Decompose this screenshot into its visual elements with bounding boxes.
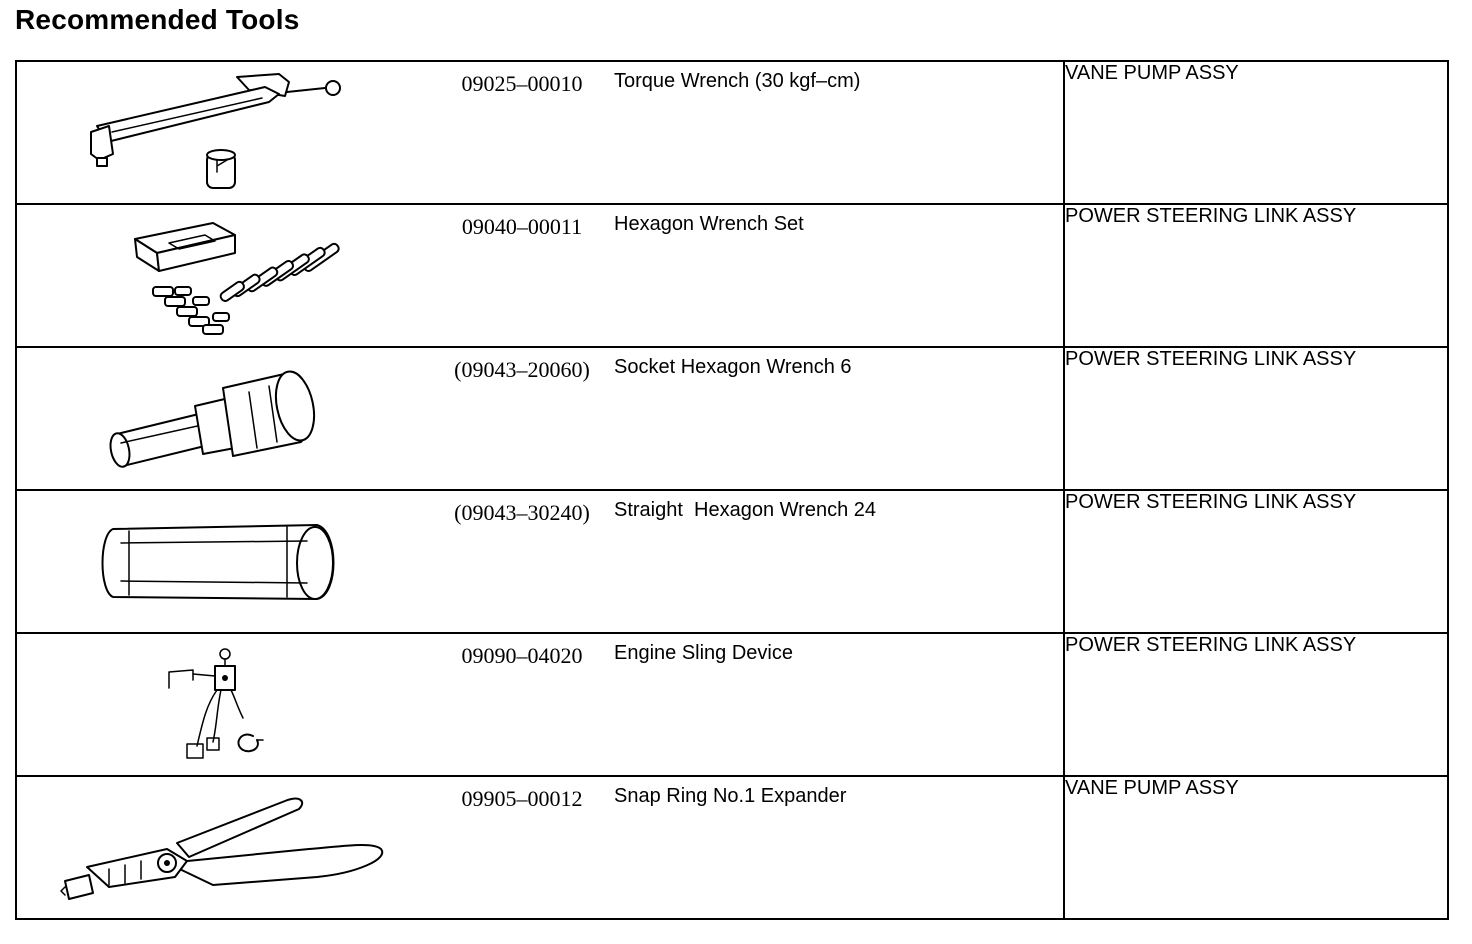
assembly-cell	[1064, 633, 1448, 776]
assembly-cell	[1064, 204, 1448, 347]
socket-hexagon-wrench-icon	[17, 348, 407, 489]
tool-name: Hexagon Wrench Set	[614, 213, 804, 235]
tool-cell	[16, 633, 1064, 776]
part-number: (09043–20060)	[454, 357, 590, 382]
assembly-name: VANE PUMP ASSY	[1065, 777, 1239, 799]
table-row	[16, 633, 1448, 776]
part-number: 09025–00010	[461, 71, 583, 96]
engine-sling-device-icon	[17, 634, 407, 775]
part-number: 09905–00012	[461, 786, 583, 811]
table-row	[16, 61, 1448, 204]
part-number: 09090–04020	[461, 643, 583, 668]
part-number: 09040–00011	[461, 214, 583, 239]
assembly-cell	[1064, 776, 1448, 919]
table-row	[16, 776, 1448, 919]
tool-cell	[16, 204, 1064, 347]
part-number: (09043–30240)	[454, 500, 590, 525]
assembly-cell	[1064, 490, 1448, 633]
straight-hexagon-wrench-icon	[17, 491, 407, 632]
snap-ring-expander-icon	[17, 777, 407, 918]
tools-table	[15, 60, 1449, 920]
tool-name: Socket Hexagon Wrench 6	[614, 356, 852, 378]
assembly-name: POWER STEERING LINK ASSY	[1065, 348, 1357, 370]
tool-name: Snap Ring No.1 Expander	[614, 785, 847, 807]
hexagon-wrench-set-icon	[17, 205, 407, 346]
tool-name: Torque Wrench (30 kgf–cm)	[614, 70, 861, 92]
tool-name: Engine Sling Device	[614, 642, 793, 664]
torque-wrench-icon	[17, 62, 407, 203]
table-row	[16, 204, 1448, 347]
page-title: Recommended Tools	[15, 4, 300, 35]
assembly-cell	[1064, 347, 1448, 490]
assembly-cell	[1064, 61, 1448, 204]
tool-cell	[16, 61, 1064, 204]
assembly-name: POWER STEERING LINK ASSY	[1065, 491, 1357, 513]
table-row	[16, 490, 1448, 633]
assembly-name: POWER STEERING LINK ASSY	[1065, 205, 1357, 227]
tool-name: Straight Hexagon Wrench 24	[614, 499, 877, 521]
assembly-name: VANE PUMP ASSY	[1065, 62, 1239, 84]
table-row	[16, 347, 1448, 490]
tool-cell	[16, 347, 1064, 490]
assembly-name: POWER STEERING LINK ASSY	[1065, 634, 1357, 656]
tool-cell	[16, 776, 1064, 919]
tool-cell	[16, 490, 1064, 633]
